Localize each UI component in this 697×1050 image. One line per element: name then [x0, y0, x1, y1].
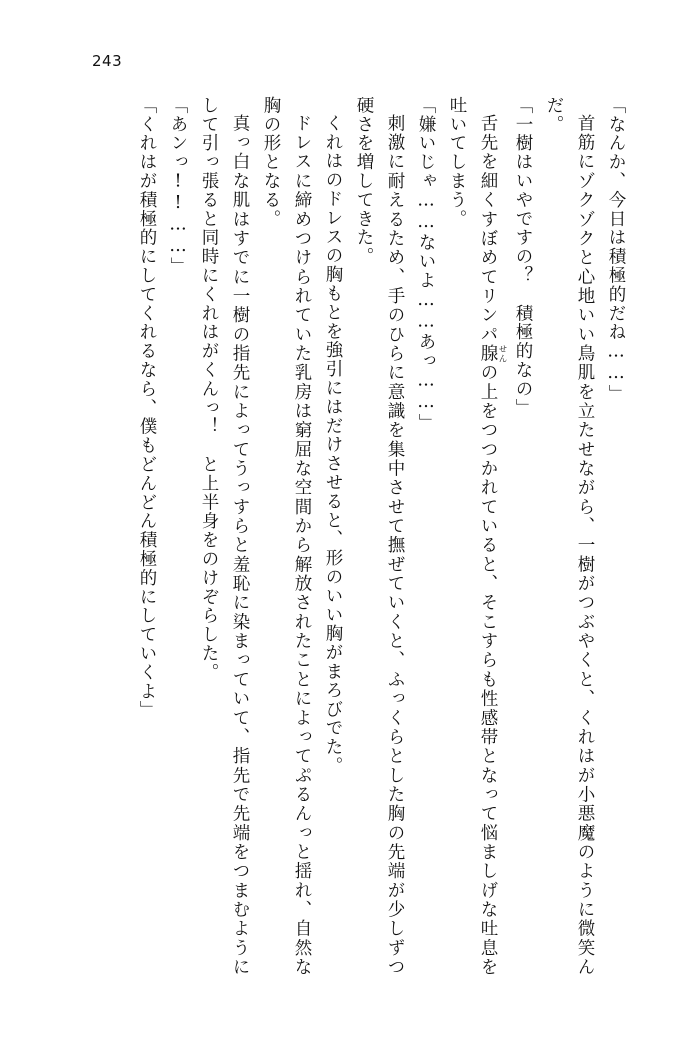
paragraph: 首筋にゾクゾクと心地いい鳥肌を立たせながら、一樹がつぶやくと、くれはが小悪魔のように微笑んだ。 — [544, 96, 595, 976]
page-number: 243 — [92, 52, 123, 70]
paragraph: 「なんか、今日は積極的だね……」 — [606, 96, 626, 404]
page-body-text — [66, 96, 631, 976]
ruby-annotation: 腺 せん — [478, 343, 507, 363]
paragraph: 「あンっ!!……」 — [168, 96, 188, 277]
paragraph: くれはのドレスの胸もとを強引にはだけさせると、形のいい胸がまろびでた。 — [323, 113, 343, 775]
paragraph: 「くれはが積極的にしてくれるなら、僕もどんどん積極的にしていくよ」 — [137, 96, 157, 720]
paragraph: 舌先を細くすぼめてリンパ腺 せんの上をつつかれていると、そこすらも性感帯となって悩ましげな吐息を吐いてしまう。 — [447, 96, 507, 976]
paragraph: ドレスに締めつけられていた乳房は窮屈な空間から解放されたことによってぷるんっと揺れ、自然な胸の形となる。 — [261, 96, 312, 976]
paragraph: 「一樹はいやですの？ 積極的なの」 — [513, 96, 533, 418]
paragraph: 真っ白な肌はすでに一樹の指先によってうっすらと羞恥に染まっていて、指先で先端をつまむようにして引っ張ると同時にくれはがくんっ！ と上半身をのけぞらした。 — [199, 96, 250, 976]
paragraph: 刺激に耐えるため、手のひらに意識を集中させて撫ぜていくと、ふっくらとした胸の先端が少しずつ硬さを増してきた。 — [354, 96, 405, 976]
paragraph: 「嫌いじゃ……ないよ……あっ……」 — [416, 96, 436, 433]
